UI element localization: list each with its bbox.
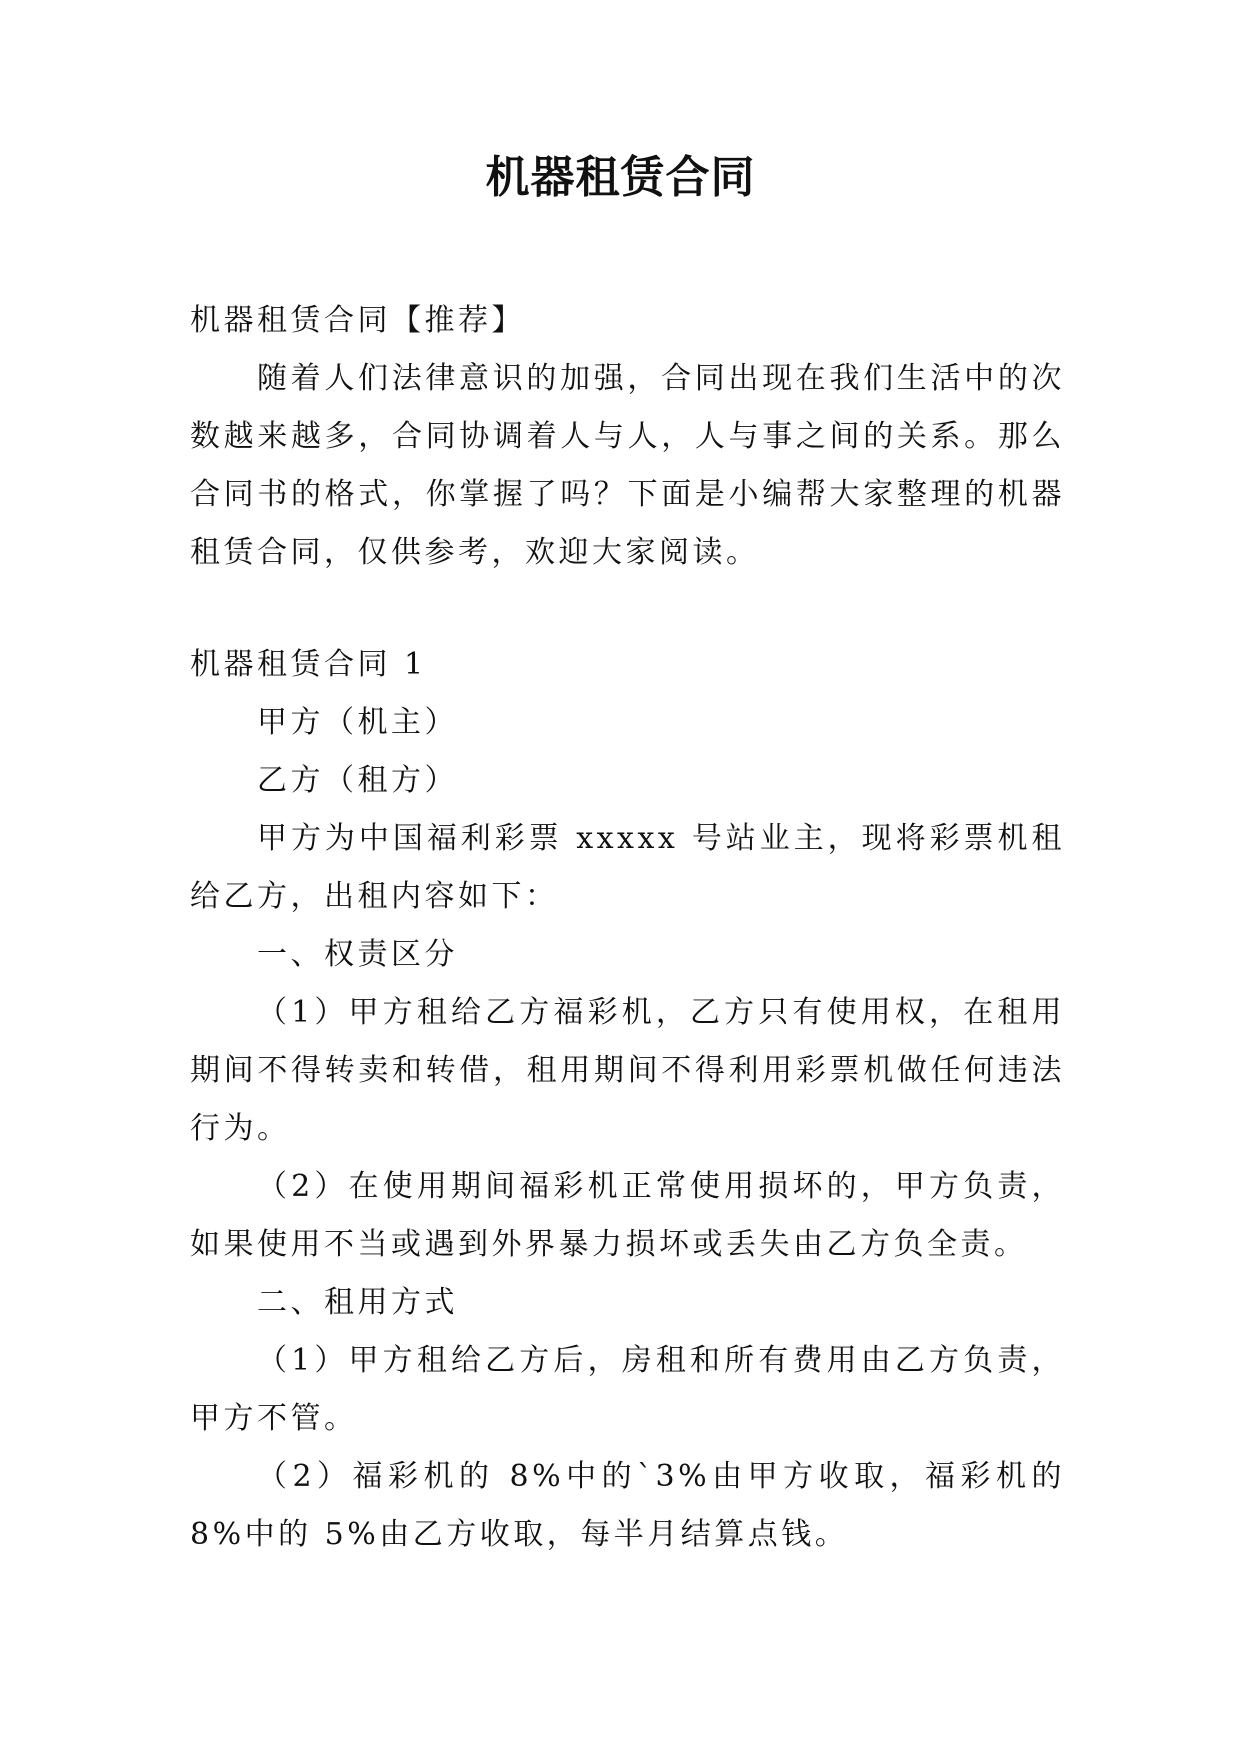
document-title: 机器租赁合同	[485, 152, 756, 203]
intro-paragraph: 随着人们法律意识的加强，合同出现在我们生活中的次数越来越多，合同协调着人与人，人与事之间的关系。那么合同书的格式，你掌握了吗？下面是小编帮大家整理的机器租赁合同，仅供参考，欢迎大家阅读。	[190, 361, 1065, 570]
subtitle: 机器租赁合同【推荐】	[190, 303, 525, 338]
clause-2-item-1: （1）甲方租给乙方后，房租和所有费用由乙方负责，甲方不管。	[190, 1343, 1065, 1436]
party-b: 乙方（租方）	[257, 763, 458, 798]
section-heading: 机器租赁合同 1	[190, 647, 427, 682]
clause-2-heading: 二、租用方式	[257, 1285, 458, 1320]
clause-2-item-2: （2）福彩机的 8%中的`3%由甲方收取，福彩机的 8%中的 5%由乙方收取，每半月结算点钱。	[190, 1459, 1065, 1552]
preamble-paragraph: 甲方为中国福利彩票 xxxxx 号站业主，现将彩票机租给乙方，出租内容如下：	[190, 821, 1065, 914]
clause-1-heading: 一、权责区分	[257, 937, 458, 972]
clause-1-item-1: （1）甲方租给乙方福彩机，乙方只有使用权，在租用期间不得转卖和转借，租用期间不得利用彩票机做任何违法行为。	[190, 995, 1065, 1146]
document-body	[190, 292, 1065, 1564]
clause-1-item-2: （2）在使用期间福彩机正常使用损坏的，甲方负责，如果使用不当或遇到外界暴力损坏或丢失由乙方负全责。	[190, 1169, 1065, 1262]
party-a: 甲方（机主）	[257, 705, 458, 740]
